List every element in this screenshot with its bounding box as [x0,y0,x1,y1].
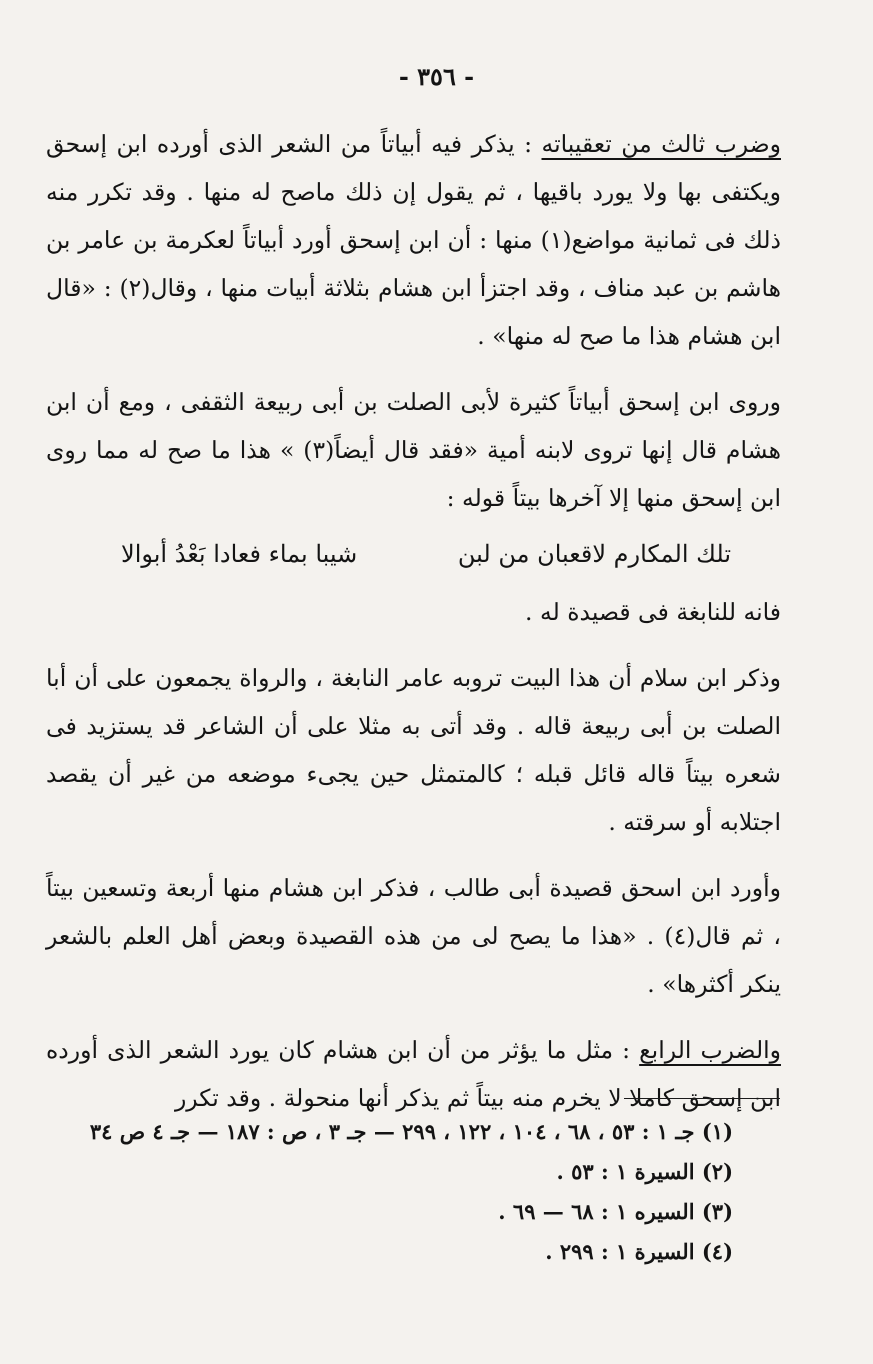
poem-verse [46,530,781,578]
verse-second-hemistich: شيبا بماء فعادا بَعْدُ أبوالا [121,540,358,568]
body-text [46,120,781,1122]
page-number: - ٣٥٦ - [398,62,475,91]
verse-first-hemistich: تلك المكارم لاقعبان من لبن [457,540,731,568]
paragraph-text: : يذكر فيه أبياتاً من الشعر الذى أورده ابن إسحق ويكتفى بها ولا يورد باقيها ، ثم يقول إن ذلك ماصح له منها . وقد تكرر منه ذلك فى ثمانية مواضع(١) منها : أن ابن إسحق أورد أبياتاً لعكرمة بن عامر بن هاشم بن عبد مناف ، وقد اجتزأ ابن هشام بثلاثة أبيات منها ، وقال(٢) : «قال ابن هشام هذا ما صح له منها» . [46,130,782,350]
paragraph-ibn-sallam: وذكر ابن سلام أن هذا البيت تروبه عامر النابغة ، والرواة يجمعون على أن أبا الصلت بن أبى ربيعة قاله . وقد أتى به مثلا على أن الشاعر قد يستزيد فى شعره بيتاً قاله قائل قبله ؛ كالمتمثل حين يجىء موضعه من غير أن يقصد اجتلابه أو سرقته . [46,664,781,836]
footnote-divider [624,1098,780,1099]
section-heading-third: وضرب ثالث من تعقيباته [541,130,781,158]
footnote-1: (١) جـ ١ : ٥٣ ، ٦٨ ، ١٠٤ ، ١٢٢ ، ٢٩٩ — جـ ٣ ، ص : ١٨٧ — جـ ٤ ص ٣٤ [89,1119,733,1144]
paragraph-fourth-type [46,1026,781,1122]
footnote-3: (٣) السيره ١ : ٦٨ — ٦٩ . [498,1199,733,1224]
paragraph-abu-al-salt: وروى ابن إسحق أبياتاً كثيرة لأبى الصلت بن أبى ربيعة الثقفى ، ومع أن ابن هشام قال إنها تروى لابنه أمية «فقد قال أيضاً(٣) » هذا ما صح له مما روى ابن إسحق منها إلا آخرها بيتاً قوله : [46,388,782,512]
paragraph-abu-talib: وأورد ابن اسحق قصيدة أبى طالب ، فذكر ابن هشام منها أربعة وتسعين بيتاً ، ثم قال(٤) . «هذا ما يصح لى من هذه القصيدة وبعض أهل العلم بالشعر ينكر أكثرها» . [46,874,781,998]
footnotes [40,1112,733,1272]
paragraph-text: : مثل ما يؤثر من أن ابن هشام كان يورد الشعر الذى أورده ابن إسحق كاملا لا يخرم منه بيتاً ثم يذكر أنها منحولة . وقد تكرر [46,1036,781,1112]
footnote-2: (٢) السيرة ١ : ٥٣ . [556,1159,733,1184]
footnote-4: (٤) السيرة ١ : ٢٩٩ . [545,1239,733,1264]
section-heading-fourth: والضرب الرابع [639,1036,781,1064]
verse-attribution: فانه للنابغة فى قصيدة له . [525,598,781,626]
paragraph-third-type [46,120,781,360]
